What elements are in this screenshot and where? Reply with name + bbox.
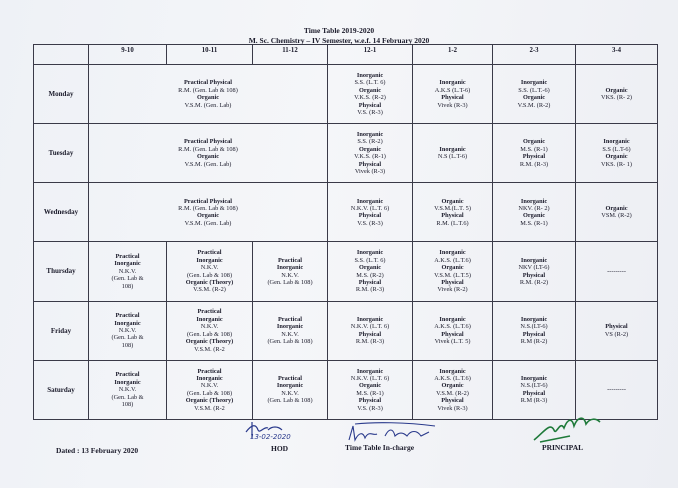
cell-12-1: Inorganic S.S. (L.T. 6) Organic M.S. (R-2) Physical R.M. (R-3) [328,242,413,301]
incharge-label: Time Table In-charge [345,443,415,452]
cell-10-11: Practical Inorganic N.K.V. (Gen. Lab & 108) Organic (Theory) V.S.M. (R-2 [167,360,253,419]
hod-date-handwritten: 13-02-2020 [250,433,291,441]
cell-2-3: Inorganic N.S.(LT-6) Physical R.M (R-2) [493,301,576,360]
cell-3-4: --------- [576,360,658,419]
cell-11-12: Practical Inorganic N.K.V. (Gen. Lab & 108) [253,242,328,301]
cell-11-12: Practical Inorganic N.K.V. (Gen. Lab & 108) [253,360,328,419]
cell-10-11: Practical Inorganic N.K.V. (Gen. Lab & 108) Organic (Theory) V.S.M. (R-2) [167,242,253,301]
document-subtitle: M. Sc. Chemistry – IV Semester, w.e.f. 14 February 2020 [248,36,430,45]
principal-signature-icon [530,410,610,446]
cell-9-10: Practical Inorganic N.K.V. (Gen. Lab & 108) [89,301,167,360]
day-row-monday [34,65,658,124]
cell-10-11: Practical Inorganic N.K.V. (Gen. Lab & 108) Organic (Theory) V.S.M. (R-2 [167,301,253,360]
dated-text: Dated : 13 February 2020 [56,446,139,455]
slot-header: 12-1 [328,45,413,65]
day-row-friday [34,301,658,360]
cell-1-2: Inorganic N.S (L.T-6) [413,124,493,183]
cell-2-3: Inorganic NKV. (R- 2) Organic M.S. (R-1) [493,183,576,242]
slot-header: 9-10 [89,45,167,65]
corner-cell [34,45,89,65]
day-label: Saturday [34,360,89,419]
day-row-tuesday [34,124,658,183]
slot-header: 2-3 [493,45,576,65]
cell-9-10: Practical Inorganic N.K.V. (Gen. Lab & 108) [89,360,167,419]
slot-header: 1-2 [413,45,493,65]
cell-morning-block: Practical Physical R.M. (Gen. Lab & 108) Organic V.S.M. (Gen. Lab) [89,65,328,124]
cell-morning-block: Practical Physical R.M. (Gen. Lab & 108) Organic V.S.M. (Gen. Lab) [89,124,328,183]
cell-3-4: Organic VKS. (R- 2) [576,65,658,124]
cell-2-3: Inorganic NKV (LT-6) Physical R.M. (R-2) [493,242,576,301]
day-label: Thursday [34,242,89,301]
cell-1-2: Inorganic A.K.S (L.T-6) Physical Vivek (R-3) [413,65,493,124]
cell-morning-block: Practical Physical R.M. (Gen. Lab & 108) Organic V.S.M. (Gen. Lab) [89,183,328,242]
day-label: Wednesday [34,183,89,242]
cell-3-4: Organic VSM. (R-2) [576,183,658,242]
cell-2-3: Inorganic N.S.(LT-6) Physical R.M (R-3) [493,360,576,419]
cell-12-1: Inorganic N.K.V. (L.T. 6) Physical R.M. (R-3) [328,301,413,360]
cell-1-2: Organic V.S.M.(L.T. 5) Physical R.M. (L.T.6) [413,183,493,242]
principal-label: PRINCIPAL [542,443,584,452]
cell-12-1: Inorganic S.S. (L.T. 6) Organic V.K.S. (R-2) Physical V.S. (R-3) [328,65,413,124]
cell-12-1: Inorganic N.K.V. (L.T. 6) Organic M.S. (R-1) Physical V.S. (R-3) [328,360,413,419]
cell-9-10: Practical Inorganic N.K.V. (Gen. Lab & 108) [89,242,167,301]
cell-2-3: Organic M.S. (R-1) Physical R.M. (R-3) [493,124,576,183]
day-row-wednesday [34,183,658,242]
timetable [33,44,658,420]
day-label: Monday [34,65,89,124]
cell-1-2: Inorganic A.K.S. (L.T.6) Organic V.S.M. (R-2) Physical Vivek (R-3) [413,360,493,419]
cell-3-4: Inorganic S.S (L.T-6) Organic VKS. (R- 1) [576,124,658,183]
cell-1-2: Inorganic A.K.S. (L.T.6) Organic V.S.M. (L.T.5) Physical Vivek (R-2) [413,242,493,301]
header-row [34,45,658,65]
cell-12-1: Inorganic S.S. (R-2) Organic V.K.S. (R-1) Physical Vivek (R-3) [328,124,413,183]
cell-11-12: Practical Inorganic N.K.V. (Gen. Lab & 108) [253,301,328,360]
document-title: Time Table 2019-2020 [303,26,375,35]
cell-1-2: Inorganic A.K.S. (L.T.6) Physical Vivek (L.T. 5) [413,301,493,360]
cell-12-1: Inorganic N.K.V. (L.T. 6) Physical V.S. (R-3) [328,183,413,242]
slot-header: 3-4 [576,45,658,65]
day-label: Friday [34,301,89,360]
cell-2-3: Inorganic S.S. (L.T.-6) Organic V.S.M. (R-2) [493,65,576,124]
slot-header: 11-12 [253,45,328,65]
day-row-thursday [34,242,658,301]
cell-3-4: --------- [576,242,658,301]
hod-label: HOD [271,444,289,453]
cell-3-4: Physical VS (R-2) [576,301,658,360]
day-label: Tuesday [34,124,89,183]
slot-header: 10-11 [167,45,253,65]
